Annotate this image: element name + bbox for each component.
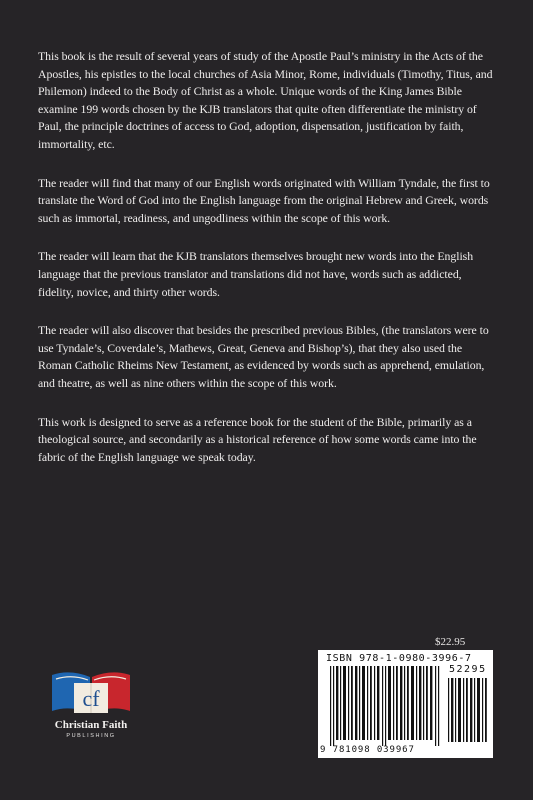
blurb-paragraph-5: This work is designed to serve as a reference book for the student of the Bible, primarily as a theological source, and secondarily as a historical reference of how some words came into the fabric of the English language we speak today.	[38, 414, 477, 464]
logo-letters: cf	[82, 686, 100, 711]
publisher-name: Christian Faith	[54, 719, 128, 731]
blurb-paragraph-4: The reader will also discover that besides the prescribed previous Bibles, (the translators were to use Tyndale’s, Coverdale’s, Mathews, Great, Geneva and Bishop’s), that they also used the Roman Catholic Rheims New Testament, as evidenced by words such as apprehend, emulation, and theatre, as well as nine others within the scope of this work.	[38, 323, 489, 390]
ean-digits: 9 781098 039967	[320, 745, 415, 755]
isbn-number: ISBN 978-1-0980-3996-7	[326, 653, 472, 664]
ean-barcode-bars	[326, 666, 444, 746]
blurb-paragraph-1: This book is the result of several years of study of the Apostle Paul’s ministry in the Acts of the Apostles, his epistles to the local churches of Asia Minor, Rome, individuals (Timothy, Titus, and Philemon) indeed to the Body of Christ as a whole. Unique words of the King James Bible examine 199 words chosen by the KJB translators that quite often differentiate the ministry of Paul, the principle doctrines of access to God, adoption, dispensation, justification by faith, immortality, etc.	[38, 49, 493, 151]
blurb-paragraph-2: The reader will find that many of our English words originated with William Tyndale, the first to translate the Word of God into the English language from the original Hebrew and Greek, words such as immortal, readiness, and ungodliness within the scope of this work.	[38, 175, 490, 225]
addon-barcode-bars	[448, 678, 488, 742]
blurb-text	[38, 48, 496, 487]
price-label: $22.95	[435, 636, 466, 648]
blurb-paragraph-3: The reader will learn that the KJB translators themselves brought new words into the English language that the previous translator and translations did not have, words such as addicted, fidelity, novice, and thirty other words.	[38, 249, 474, 299]
isbn-barcode	[318, 650, 493, 758]
publisher-logo	[40, 665, 150, 745]
publisher-subtitle: PUBLISHING	[66, 733, 116, 739]
price-addon-code: 52295	[449, 664, 487, 675]
open-book-icon	[40, 665, 142, 721]
